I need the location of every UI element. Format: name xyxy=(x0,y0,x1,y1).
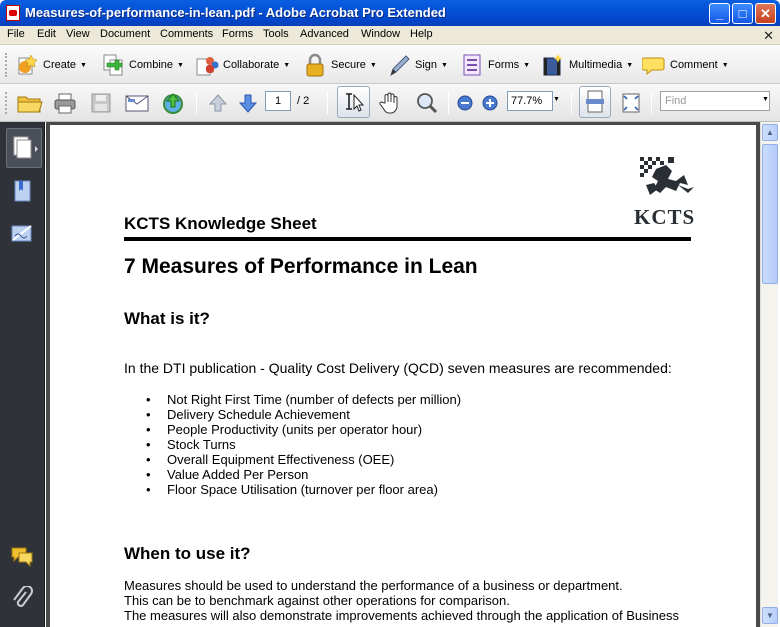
tasks-toolbar xyxy=(0,45,780,84)
kcts-logo-text: KCTS xyxy=(634,205,696,229)
text-select-cursor-icon xyxy=(338,87,369,117)
collaborate-button[interactable] xyxy=(195,51,290,79)
toolbar-separator xyxy=(571,92,572,114)
navigation-pane xyxy=(0,122,45,627)
comment-label: Comment xyxy=(670,59,718,71)
header-rule xyxy=(124,237,691,241)
menu-forms[interactable]: Forms xyxy=(222,28,254,40)
email-icon[interactable] xyxy=(125,92,147,114)
chevron-down-icon: ▼ xyxy=(283,61,291,69)
toolbar-separator xyxy=(448,92,449,114)
multimedia-icon xyxy=(541,53,565,77)
chevron-down-icon: ▼ xyxy=(80,61,87,69)
fit-page-icon[interactable] xyxy=(619,91,641,113)
sheet-label: KCTS Knowledge Sheet xyxy=(124,214,317,233)
toolbar-separator xyxy=(196,92,197,114)
sign-label: Sign xyxy=(415,59,438,71)
list-item: • Not Right First Time (number of defects per million) xyxy=(146,392,461,407)
menu-document[interactable]: Document xyxy=(100,28,151,40)
secure-label: Secure xyxy=(331,59,366,71)
collaborate-icon xyxy=(195,53,219,77)
menu-comments[interactable]: Comments xyxy=(160,28,214,40)
list-item: • Stock Turns xyxy=(146,437,461,452)
scroll-up-button[interactable]: ▲ xyxy=(762,124,778,141)
find-dropdown-icon[interactable]: ▼ xyxy=(762,96,769,103)
chevron-down-icon: ▼ xyxy=(369,61,377,69)
list-item: • People Productivity (units per operator hour) xyxy=(146,422,461,437)
create-button[interactable] xyxy=(15,51,87,79)
paragraph-line: The measures will also demonstrate improvements achieved through the application of Business xyxy=(124,608,679,623)
zoom-dropdown-icon[interactable]: ▼ xyxy=(553,96,560,103)
chevron-down-icon: ▼ xyxy=(721,61,729,69)
sign-button[interactable] xyxy=(387,51,448,79)
upload-share-icon[interactable] xyxy=(161,91,183,113)
comment-bubble-icon xyxy=(642,53,666,77)
list-item: • Floor Space Utilisation (turnover per floor area) xyxy=(146,482,461,497)
kcts-logo-graphic xyxy=(638,157,696,201)
save-icon[interactable] xyxy=(90,92,112,114)
list-item: • Delivery Schedule Achievement xyxy=(146,407,461,422)
pen-icon xyxy=(387,53,411,77)
scroll-down-button[interactable]: ▼ xyxy=(762,607,778,624)
secure-button[interactable] xyxy=(303,51,377,79)
hand-tool-icon[interactable] xyxy=(378,91,400,113)
open-folder-icon[interactable] xyxy=(17,92,39,114)
window-title: Measures-of-performance-in-lean.pdf - Adobe Acrobat Pro Extended xyxy=(25,5,446,20)
section-heading-when: When to use it? xyxy=(124,544,251,563)
lock-icon xyxy=(303,53,327,77)
toolbar-grip[interactable] xyxy=(5,92,8,114)
chevron-down-icon: ▼ xyxy=(441,61,448,69)
menu-tools[interactable]: Tools xyxy=(263,28,289,40)
bookmarks-icon[interactable] xyxy=(11,179,35,203)
list-item: • Value Added Per Person xyxy=(146,467,461,482)
paragraph-line: This can be to benchmark against other operations for comparison. xyxy=(124,593,510,608)
pages-icon xyxy=(7,129,41,167)
attachments-paperclip-icon[interactable] xyxy=(11,586,33,610)
menu-edit[interactable]: Edit xyxy=(37,28,56,40)
vertical-scrollbar[interactable] xyxy=(760,122,778,627)
scroll-thumb[interactable] xyxy=(762,144,778,284)
measures-list xyxy=(146,392,461,497)
multimedia-button[interactable] xyxy=(541,51,633,79)
create-pdf-icon xyxy=(15,53,39,77)
forms-icon xyxy=(460,53,484,77)
multimedia-label: Multimedia xyxy=(569,59,623,71)
menu-bar xyxy=(0,26,780,45)
paragraph-line: Measures should be used to understand the performance of a business or department. xyxy=(124,578,623,593)
forms-button[interactable] xyxy=(460,51,530,79)
toolbar-separator xyxy=(327,92,328,114)
intro-paragraph: In the DTI publication - Quality Cost Delivery (QCD) seven measures are recommended: xyxy=(124,360,672,376)
select-tool-button[interactable] xyxy=(337,86,370,118)
zoom-out-icon[interactable] xyxy=(455,93,477,115)
acrobat-pdf-icon xyxy=(6,5,20,21)
chevron-down-icon: ▼ xyxy=(626,61,634,69)
list-item: • Overall Equipment Effectiveness (OEE) xyxy=(146,452,461,467)
create-label: Create xyxy=(43,59,77,71)
close-button[interactable]: ✕ xyxy=(755,3,776,24)
chevron-down-icon: ▼ xyxy=(177,61,184,69)
section-heading-what: What is it? xyxy=(124,309,210,328)
zoom-in-icon[interactable] xyxy=(480,93,502,115)
menu-advanced[interactable]: Advanced xyxy=(300,28,349,40)
collaborate-label: Collaborate xyxy=(223,59,280,71)
forms-label: Forms xyxy=(488,59,520,71)
combine-label: Combine xyxy=(129,59,174,71)
maximize-button[interactable]: □ xyxy=(732,3,753,24)
page-number-input[interactable]: 1 xyxy=(265,91,291,111)
document-close-icon[interactable]: ✕ xyxy=(763,28,774,43)
minimize-button[interactable]: _ xyxy=(709,3,730,24)
fit-width-button[interactable] xyxy=(579,86,611,118)
document-title: 7 Measures of Performance in Lean xyxy=(124,255,478,278)
fit-width-icon xyxy=(580,87,610,117)
document-viewport[interactable] xyxy=(46,122,760,627)
signatures-icon[interactable] xyxy=(10,222,34,246)
zoom-tool-icon[interactable] xyxy=(415,91,437,113)
menu-file[interactable]: File xyxy=(7,28,25,40)
menu-window[interactable]: Window xyxy=(361,28,401,40)
title-bar xyxy=(0,0,780,26)
toolbar-separator xyxy=(651,92,652,114)
combine-button[interactable] xyxy=(101,51,184,79)
toolbar-grip[interactable] xyxy=(5,53,8,77)
find-input[interactable]: Find xyxy=(660,91,770,111)
comments-panel-icon[interactable] xyxy=(10,545,34,567)
menu-view[interactable]: View xyxy=(66,28,90,40)
pages-panel-button[interactable] xyxy=(6,128,42,168)
pdf-page xyxy=(50,125,756,627)
page-total: / 2 xyxy=(297,95,310,107)
next-page-icon[interactable] xyxy=(237,92,259,114)
zoom-level-input[interactable]: 77.7% xyxy=(507,91,553,111)
comment-button[interactable] xyxy=(642,51,729,79)
combine-files-icon xyxy=(101,53,125,77)
previous-page-icon[interactable] xyxy=(207,92,229,114)
menu-help[interactable]: Help xyxy=(410,28,433,40)
chevron-down-icon: ▼ xyxy=(523,61,531,69)
print-icon[interactable] xyxy=(54,92,76,114)
